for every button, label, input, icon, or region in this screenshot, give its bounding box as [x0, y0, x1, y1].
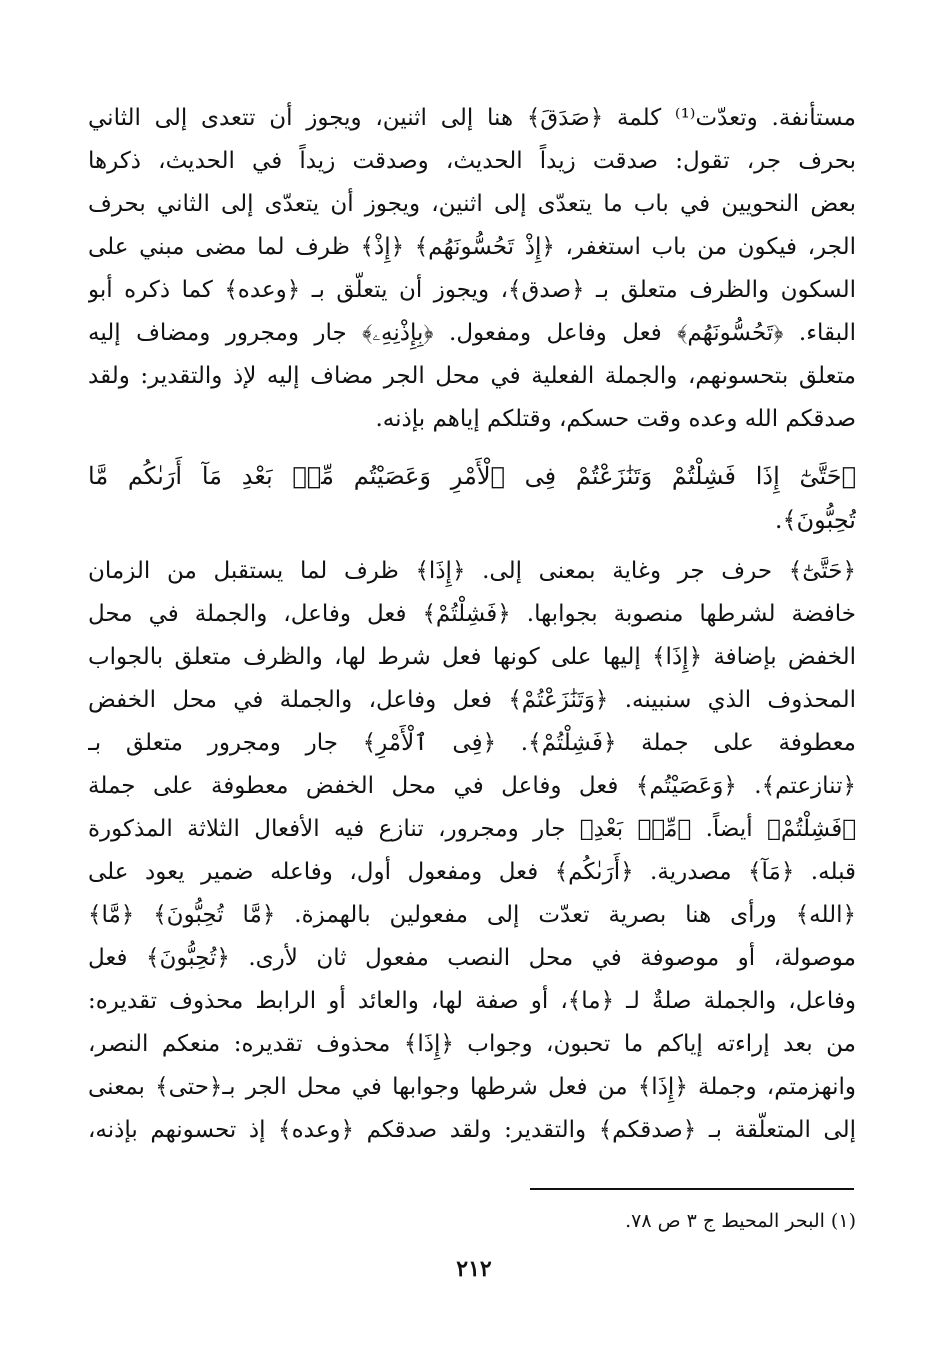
text-line: ﴿تنازعتم﴾. ﴿وَعَصَيْتُم﴾ فعل وفاعل في محل الخفض معطوفة على جملة: [88, 773, 856, 799]
text-line: بحرف جر، تقول: صدقت زيداً الحديث، وصدقت زيداً في الحديث، ذكرها: [88, 148, 856, 174]
quran-verse-line: تُحِبُّونَ﴾.: [774, 506, 856, 534]
text-line: مستأنفة. وتعدّت⁽¹⁾ كلمة ﴿صَدَقَ﴾ هنا إلى اثنين، ويجوز أن تتعدى إلى الثاني: [88, 105, 856, 131]
text-line: قبله. ﴿مَآ﴾ مصدرية. ﴿أَرَىٰكُم﴾ فعل ومفعول أول، وفاعله ضمير يعود على: [88, 859, 856, 885]
text-line: ﴿فَشِلْتُمْ﴾ أيضاً. ﴿مِّنۢ بَعْدِ﴾ جار ومجرور، تنازع فيه الأفعال الثلاثة المذكورة: [88, 816, 856, 842]
text-line: موصولة، أو موصوفة في محل النصب مفعول ثان لأرى. ﴿تُحِبُّونَ﴾ فعل: [88, 945, 856, 971]
text-line: وفاعل، والجملة صلةٌ لـ ﴿ما﴾، أو صفة لها، والعائد أو الرابط محذوف تقديره:: [88, 988, 856, 1014]
footnote-divider: [530, 1188, 854, 1190]
text-line: وانهزمتم، وجملة ﴿إِذَا﴾ من فعل شرطها وجوابها في محل الجر بـ﴿حتى﴾ بمعنى: [88, 1074, 856, 1100]
text-line: معطوفة على جملة ﴿فَشِلْتُمْ﴾. ﴿فِى ٱلْأَمْرِ﴾ جار ومجرور متعلق بـ: [88, 730, 856, 756]
text-line: من بعد إراءته إياكم ما تحبون، وجواب ﴿إِذَا﴾ محذوف تقديره: منعكم النصر،: [88, 1031, 856, 1057]
text-line: ﴿حَتَّىٰٓ﴾ حرف جر وغاية بمعنى إلى. ﴿إِذَا﴾ ظرف لما يستقبل من الزمان: [88, 558, 856, 584]
text-line: خافضة لشرطها منصوبة بجوابها. ﴿فَشِلْتُمْ﴾ فعل وفاعل، والجملة في محل: [88, 601, 856, 627]
page-number: ٢١٢: [456, 1256, 492, 1282]
text-line: البقاء. ﴿تَحُسُّونَهُم﴾ فعل وفاعل ومفعول. ﴿بِإِذْنِهِۦ﴾ جار ومجرور ومضاف إليه: [88, 320, 856, 346]
text-line: متعلق بتحسونهم، والجملة الفعلية في محل الجر مضاف إليه لإذ والتقدير: ولقد: [88, 363, 856, 389]
footnote: (١) البحر المحيط ج ٣ ص ٧٨.: [625, 1210, 856, 1232]
text-line: صدقكم الله وعده وقت حسكم، وقتلكم إياهم بإذنه.: [375, 406, 856, 432]
text-line: الجر، فيكون من باب استغفر، ﴿إِذْ تَحُسُّونَهُم﴾ ﴿إِذْ﴾ ظرف لما مضى مبني على: [88, 234, 856, 260]
text-line: إلى المتعلّقة بـ ﴿صدقكم﴾ والتقدير: ولقد صدقكم ﴿وعده﴾ إذ تحسونهم بإذنه،: [88, 1117, 856, 1143]
text-line: السكون والظرف متعلق بـ ﴿صدق﴾، ويجوز أن يتعلّق بـ ﴿وعده﴾ كما ذكره أبو: [88, 277, 856, 303]
quran-verse-line: ﴿حَتَّىٰٓ إِذَا فَشِلْتُمْ وَتَنَٰزَعْتُمْ فِى ٱلْأَمْرِ وَعَصَيْتُم مِّنۢ بَعْدِ مَآ أَرَىٰكُم مَّا: [88, 462, 856, 490]
text-line: ﴿الله﴾ ورأى هنا بصرية تعدّت إلى مفعولين بالهمزة. ﴿مَّا تُحِبُّونَ﴾ ﴿مَّا﴾: [88, 902, 856, 928]
text-line: الخفض بإضافة ﴿إِذَا﴾ إليها على كونها فعل شرط لها، والظرف متعلق بالجواب: [88, 644, 856, 670]
text-line: بعض النحويين في باب ما يتعدّى إلى اثنين، ويجوز أن يتعدّى إلى الثاني بحرف: [88, 191, 856, 217]
text-line: المحذوف الذي سنبينه. ﴿وَتَنَٰزَعْتُمْ﴾ فعل وفاعل، والجملة في محل الخفض: [88, 687, 856, 713]
